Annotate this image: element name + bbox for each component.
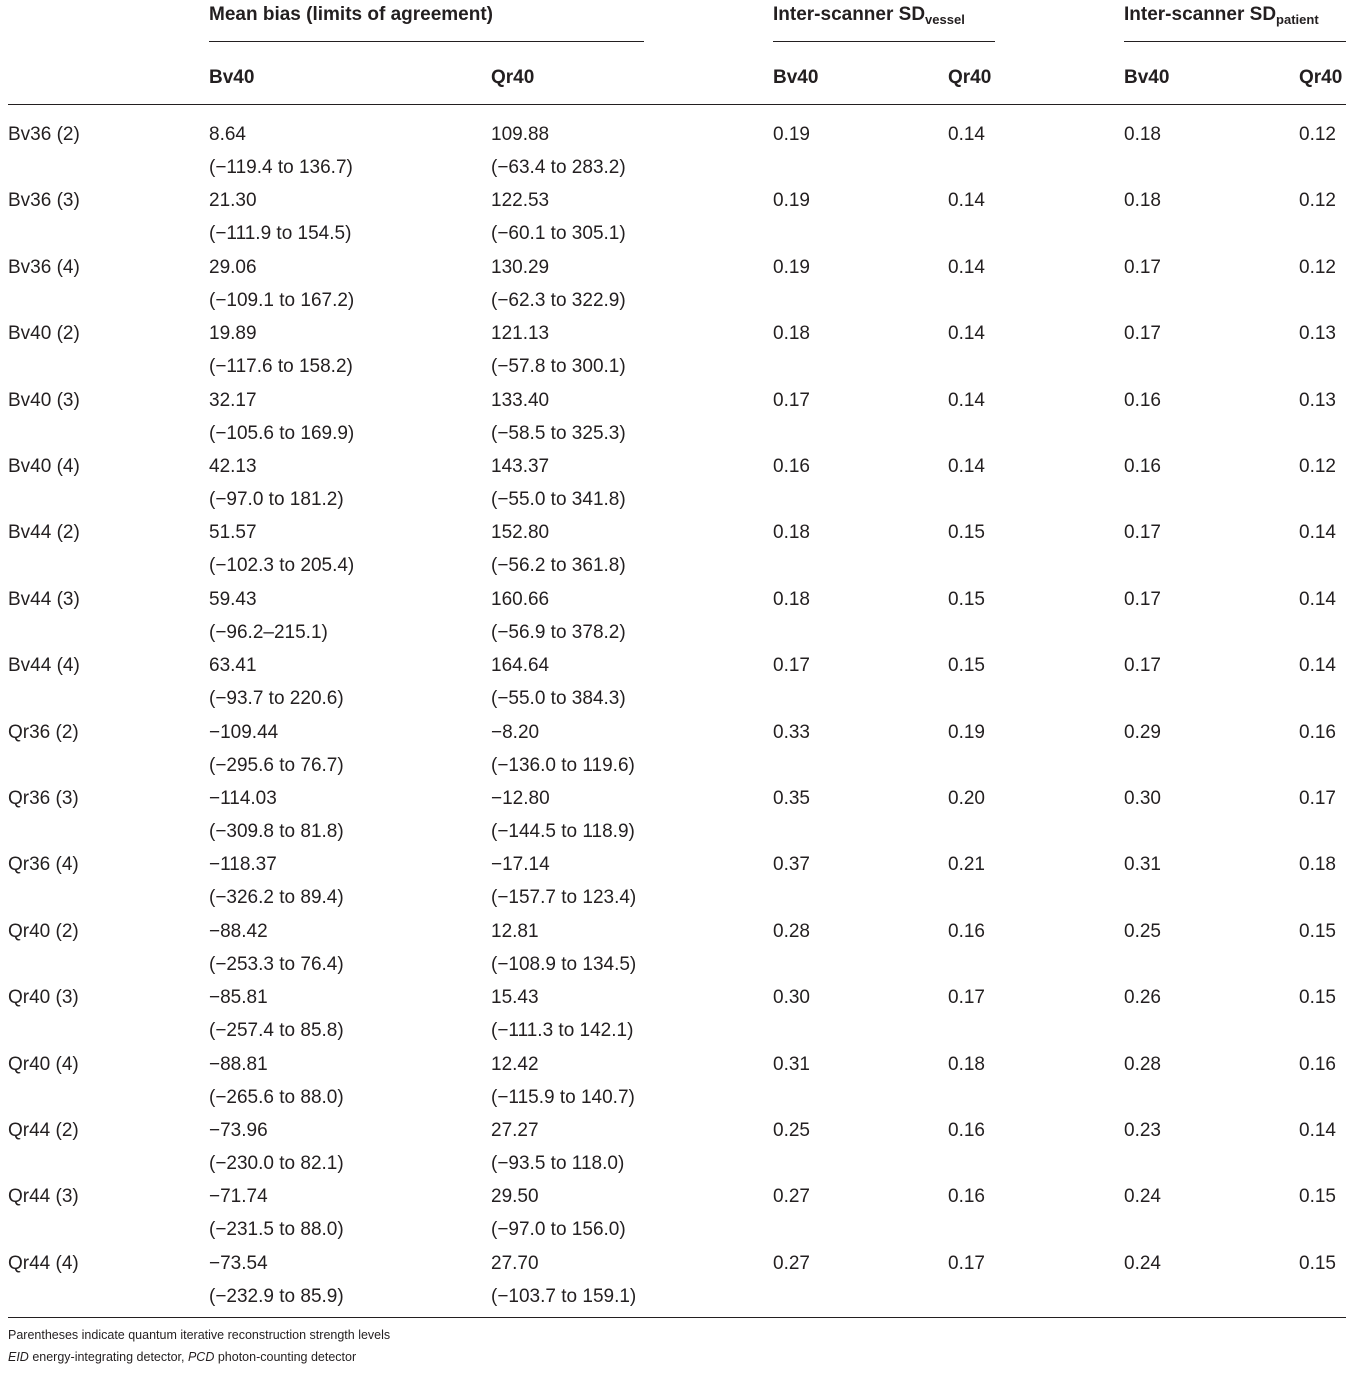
- cell-sdv-qr40: 0.14: [948, 389, 985, 411]
- cell-bias-qr40-mean: 160.66: [491, 588, 550, 610]
- cell-sdp-bv40: 0.16: [1124, 389, 1161, 411]
- cell-bias-qr40-mean: 27.27: [491, 1120, 539, 1141]
- cell-sdp-bv40: 0.17: [1124, 588, 1161, 610]
- cell-sdv-bv40: 0.28: [773, 920, 810, 942]
- cell-bias-qr40-mean: 109.88: [491, 124, 550, 145]
- cell-sdv-bv40: 0.18: [773, 588, 810, 610]
- cell-sdv-qr40: 0.14: [948, 124, 985, 145]
- header-sd-patient-sub: patient: [1276, 12, 1319, 27]
- cell-sdv-qr40: 0.14: [948, 190, 985, 212]
- cell-sdv-bv40: 0.31: [773, 1053, 810, 1075]
- header-sd-vessel-sub: vessel: [925, 12, 965, 27]
- cell-bias-bv40-mean: −118.37: [209, 854, 277, 876]
- cell-bias-bv40-limits: (−257.4 to 85.8): [209, 1020, 344, 1042]
- cell-bias-bv40-mean: 42.13: [209, 456, 257, 477]
- col-header-sdv-qr40: Qr40: [948, 67, 992, 88]
- cell-bias-qr40-limits: (−55.0 to 341.8): [491, 489, 626, 510]
- cell-bias-qr40-mean: 12.81: [491, 920, 539, 942]
- header-rule: [8, 104, 1346, 105]
- cell-sdp-qr40: 0.16: [1299, 721, 1336, 743]
- row-label: Qr44 (3): [8, 1186, 79, 1208]
- cell-bias-bv40-mean: 32.17: [209, 389, 257, 411]
- cell-sdv-qr40: 0.14: [948, 456, 985, 477]
- col-header-sdp-bv40: Bv40: [1124, 67, 1170, 88]
- cell-sdv-bv40: 0.19: [773, 256, 810, 278]
- footnote-abbr-pcd: PCD: [187, 1350, 215, 1364]
- cell-bias-bv40-mean: −85.81: [209, 987, 268, 1009]
- cell-bias-bv40-limits: (−231.5 to 88.0): [209, 1219, 344, 1241]
- cell-bias-qr40-mean: 12.42: [491, 1053, 539, 1075]
- cell-sdp-qr40: 0.12: [1299, 124, 1336, 145]
- group-rule-mean-bias: [209, 41, 644, 42]
- cell-sdp-bv40: 0.17: [1124, 655, 1161, 677]
- header-mean-bias: Mean bias (limits of agreement): [209, 4, 494, 25]
- cell-sdp-bv40: 0.23: [1124, 1120, 1161, 1141]
- cell-sdp-qr40: 0.14: [1299, 655, 1336, 677]
- cell-sdv-qr40: 0.15: [948, 655, 985, 677]
- cell-bias-bv40-mean: −88.81: [209, 1053, 268, 1075]
- row-label: Bv40 (4): [8, 456, 80, 477]
- cell-bias-qr40-mean: −17.14: [491, 854, 550, 876]
- cell-bias-bv40-mean: 19.89: [209, 323, 257, 345]
- cell-bias-bv40-limits: (−230.0 to 82.1): [209, 1153, 344, 1174]
- cell-bias-bv40-mean: −71.74: [209, 1186, 268, 1208]
- cell-bias-qr40-limits: (−60.1 to 305.1): [491, 223, 626, 245]
- row-label: Qr36 (4): [8, 854, 79, 876]
- cell-sdv-bv40: 0.19: [773, 190, 810, 212]
- cell-bias-qr40-mean: 121.13: [491, 323, 550, 345]
- cell-sdp-qr40: 0.17: [1299, 788, 1336, 809]
- cell-bias-bv40-mean: −73.96: [209, 1120, 268, 1141]
- cell-bias-qr40-mean: 130.29: [491, 256, 550, 278]
- cell-sdv-qr40: 0.18: [948, 1053, 985, 1075]
- cell-sdp-qr40: 0.15: [1299, 987, 1336, 1009]
- cell-sdv-bv40: 0.35: [773, 788, 810, 809]
- cell-sdv-qr40: 0.19: [948, 721, 985, 743]
- cell-sdp-bv40: 0.17: [1124, 323, 1161, 345]
- cell-bias-bv40-mean: 63.41: [209, 655, 257, 677]
- cell-sdv-bv40: 0.18: [773, 323, 810, 345]
- cell-sdp-qr40: 0.14: [1299, 522, 1336, 544]
- cell-bias-bv40-limits: (−105.6 to 169.9): [209, 422, 355, 444]
- cell-sdv-bv40: 0.25: [773, 1120, 810, 1141]
- cell-bias-bv40-limits: (−253.3 to 76.4): [209, 953, 344, 975]
- row-label: Qr44 (2): [8, 1120, 79, 1141]
- cell-sdp-qr40: 0.15: [1299, 1252, 1336, 1274]
- cell-sdv-qr40: 0.15: [948, 522, 985, 544]
- row-label: Qr40 (3): [8, 987, 79, 1009]
- cell-sdp-bv40: 0.17: [1124, 256, 1161, 278]
- cell-sdp-qr40: 0.12: [1299, 256, 1336, 278]
- cell-sdv-qr40: 0.16: [948, 1120, 985, 1141]
- cell-bias-bv40-limits: (−295.6 to 76.7): [209, 754, 344, 776]
- cell-sdp-qr40: 0.18: [1299, 854, 1336, 876]
- row-label: Qr40 (4): [8, 1053, 79, 1075]
- col-header-sdv-bv40: Bv40: [773, 67, 819, 88]
- cell-sdp-bv40: 0.28: [1124, 1053, 1161, 1075]
- cell-sdp-bv40: 0.25: [1124, 920, 1161, 942]
- cell-bias-bv40-mean: −109.44: [209, 721, 279, 743]
- cell-bias-qr40-limits: (−55.0 to 384.3): [491, 688, 626, 710]
- cell-bias-bv40-mean: 8.64: [209, 124, 246, 145]
- cell-bias-bv40-limits: (−97.0 to 181.2): [209, 489, 344, 510]
- cell-sdv-qr40: 0.15: [948, 588, 985, 610]
- cell-sdv-bv40: 0.27: [773, 1186, 810, 1208]
- cell-bias-bv40-limits: (−117.6 to 158.2): [209, 356, 353, 378]
- row-label: Qr40 (2): [8, 920, 79, 942]
- cell-bias-qr40-limits: (−103.7 to 159.1): [491, 1285, 637, 1307]
- cell-sdv-qr40: 0.16: [948, 1186, 985, 1208]
- cell-bias-qr40-mean: 164.64: [491, 655, 550, 677]
- cell-bias-bv40-mean: 21.30: [209, 190, 257, 212]
- row-label: Bv36 (3): [8, 190, 80, 212]
- header-sd-patient: [1124, 4, 1319, 26]
- cell-bias-bv40-mean: −114.03: [209, 788, 277, 809]
- row-label: Qr36 (2): [8, 721, 79, 743]
- cell-bias-bv40-limits: (−232.9 to 85.9): [209, 1285, 344, 1307]
- cell-bias-bv40-limits: (−109.1 to 167.2): [209, 289, 355, 311]
- footnote-abbr-eid: EID: [8, 1350, 29, 1364]
- cell-bias-qr40-mean: 143.37: [491, 456, 550, 477]
- cell-bias-qr40-limits: (−157.7 to 123.4): [491, 887, 637, 909]
- row-label: Bv40 (2): [8, 323, 80, 345]
- cell-sdp-qr40: 0.15: [1299, 920, 1336, 942]
- cell-bias-bv40-limits: (−265.6 to 88.0): [209, 1086, 344, 1108]
- cell-bias-bv40-limits: (−93.7 to 220.6): [209, 688, 344, 710]
- cell-bias-qr40-limits: (−63.4 to 283.2): [491, 157, 626, 178]
- cell-sdv-qr40: 0.14: [948, 323, 985, 345]
- footnote-abbreviations: [8, 1350, 356, 1364]
- cell-bias-bv40-limits: (−326.2 to 89.4): [209, 887, 344, 909]
- row-label: Bv44 (3): [8, 588, 80, 610]
- cell-sdp-qr40: 0.12: [1299, 456, 1336, 477]
- table-bottom-rule: [8, 1317, 1346, 1318]
- row-label: Bv36 (4): [8, 256, 80, 278]
- cell-sdp-bv40: 0.26: [1124, 987, 1161, 1009]
- cell-sdv-bv40: 0.19: [773, 124, 810, 145]
- cell-sdp-qr40: 0.12: [1299, 190, 1336, 212]
- cell-bias-qr40-limits: (−93.5 to 118.0): [491, 1153, 625, 1174]
- row-label: Bv44 (2): [8, 522, 80, 544]
- cell-sdp-qr40: 0.16: [1299, 1053, 1336, 1075]
- cell-sdv-bv40: 0.30: [773, 987, 810, 1009]
- cell-sdv-qr40: 0.21: [948, 854, 985, 876]
- cell-bias-bv40-mean: −88.42: [209, 920, 268, 942]
- cell-sdv-bv40: 0.18: [773, 522, 810, 544]
- cell-sdp-qr40: 0.15: [1299, 1186, 1336, 1208]
- cell-sdv-qr40: 0.17: [948, 1252, 985, 1274]
- cell-bias-qr40-limits: (−144.5 to 118.9): [491, 821, 635, 842]
- cell-sdp-bv40: 0.18: [1124, 190, 1161, 212]
- cell-sdp-qr40: 0.14: [1299, 1120, 1336, 1141]
- cell-sdp-qr40: 0.13: [1299, 323, 1336, 345]
- cell-sdv-bv40: 0.16: [773, 456, 810, 477]
- cell-bias-qr40-limits: (−115.9 to 140.7): [491, 1086, 635, 1108]
- row-label: Bv40 (3): [8, 389, 80, 411]
- cell-bias-bv40-limits: (−102.3 to 205.4): [209, 555, 355, 577]
- cell-bias-bv40-mean: 51.57: [209, 522, 257, 544]
- row-label: Qr36 (3): [8, 788, 79, 809]
- cell-sdv-qr40: 0.14: [948, 256, 985, 278]
- cell-sdv-bv40: 0.37: [773, 854, 810, 876]
- cell-sdp-bv40: 0.18: [1124, 124, 1161, 145]
- row-label: Bv44 (4): [8, 655, 80, 677]
- cell-sdp-bv40: 0.29: [1124, 721, 1161, 743]
- group-rule-sd-patient: [1124, 41, 1346, 42]
- cell-sdp-bv40: 0.24: [1124, 1186, 1161, 1208]
- cell-bias-qr40-limits: (−136.0 to 119.6): [491, 754, 635, 776]
- footnote-parentheses: Parentheses indicate quantum iterative reconstruction strength levels: [8, 1328, 391, 1342]
- cell-bias-bv40-mean: 29.06: [209, 256, 257, 278]
- col-header-bias-qr40: Qr40: [491, 67, 535, 88]
- row-label: Bv36 (2): [8, 124, 80, 145]
- cell-bias-bv40-limits: (−96.2–215.1): [209, 621, 328, 643]
- cell-sdv-bv40: 0.33: [773, 721, 810, 743]
- cell-bias-bv40-limits: (−111.9 to 154.5): [209, 223, 352, 245]
- col-header-bias-bv40: Bv40: [209, 67, 255, 88]
- cell-bias-qr40-limits: (−108.9 to 134.5): [491, 953, 637, 975]
- cell-sdp-bv40: 0.30: [1124, 788, 1161, 809]
- cell-sdp-qr40: 0.14: [1299, 588, 1336, 610]
- cell-sdp-qr40: 0.13: [1299, 389, 1336, 411]
- cell-sdp-bv40: 0.24: [1124, 1252, 1161, 1274]
- cell-bias-bv40-mean: −73.54: [209, 1252, 268, 1274]
- cell-bias-bv40-mean: 59.43: [209, 588, 257, 610]
- cell-bias-qr40-mean: 29.50: [491, 1186, 539, 1208]
- group-rule-sd-vessel: [773, 41, 995, 42]
- cell-sdv-bv40: 0.17: [773, 389, 810, 411]
- header-sd-vessel: [773, 4, 965, 26]
- header-sd-patient-label: Inter-scanner SD: [1124, 4, 1277, 25]
- cell-bias-qr40-limits: (−62.3 to 322.9): [491, 289, 626, 311]
- cell-bias-qr40-mean: 122.53: [491, 190, 550, 212]
- cell-sdv-qr40: 0.20: [948, 788, 985, 809]
- header-sd-vessel-label: Inter-scanner SD: [773, 4, 926, 25]
- cell-bias-qr40-mean: 152.80: [491, 522, 550, 544]
- cell-sdp-bv40: 0.31: [1124, 854, 1161, 876]
- cell-bias-bv40-limits: (−119.4 to 136.7): [209, 157, 353, 178]
- cell-bias-qr40-mean: −12.80: [491, 788, 550, 809]
- cell-sdp-bv40: 0.16: [1124, 456, 1161, 477]
- cell-bias-qr40-mean: 133.40: [491, 389, 550, 411]
- cell-bias-qr40-limits: (−57.8 to 300.1): [491, 356, 626, 378]
- cell-sdp-bv40: 0.17: [1124, 522, 1161, 544]
- col-header-sdp-qr40: Qr40: [1299, 67, 1343, 88]
- cell-bias-qr40-limits: (−111.3 to 142.1): [491, 1020, 634, 1042]
- cell-bias-qr40-limits: (−56.2 to 361.8): [491, 555, 626, 577]
- cell-sdv-bv40: 0.17: [773, 655, 810, 677]
- cell-sdv-qr40: 0.16: [948, 920, 985, 942]
- cell-bias-bv40-limits: (−309.8 to 81.8): [209, 821, 344, 842]
- footnote-def-pcd: photon-counting detector: [214, 1350, 357, 1364]
- cell-sdv-qr40: 0.17: [948, 987, 985, 1009]
- footnote-def-eid: energy-integrating detector,: [28, 1350, 188, 1364]
- cell-bias-qr40-mean: −8.20: [491, 721, 540, 743]
- cell-bias-qr40-limits: (−97.0 to 156.0): [491, 1219, 626, 1241]
- cell-bias-qr40-limits: (−58.5 to 325.3): [491, 422, 626, 444]
- cell-bias-qr40-limits: (−56.9 to 378.2): [491, 621, 626, 643]
- row-label: Qr44 (4): [8, 1252, 79, 1274]
- cell-bias-qr40-mean: 15.43: [491, 987, 539, 1009]
- cell-bias-qr40-mean: 27.70: [491, 1252, 539, 1274]
- cell-sdv-bv40: 0.27: [773, 1252, 810, 1274]
